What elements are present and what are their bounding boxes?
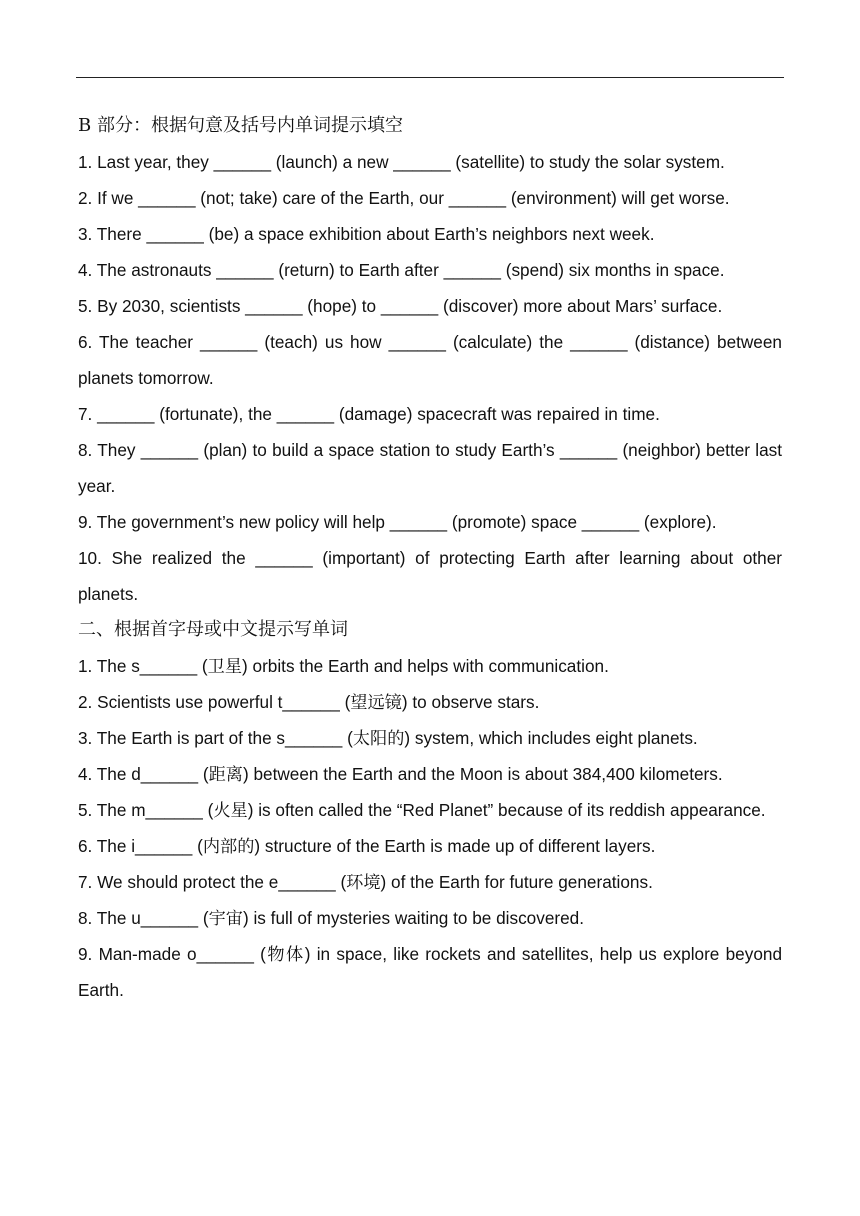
section-b-item-8: 8. They ______ (plan) to build a space station to study Earth’s ______ (neighbor) better last year. [78, 440, 782, 496]
section-2-item-7: 7. We should protect the e______ (环境) of the Earth for future generations. [78, 872, 653, 892]
section-b-item-10: 10. She realized the ______ (important) of protecting Earth after learning about other planets. [78, 548, 782, 604]
section-b-item-5: 5. By 2030, scientists ______ (hope) to ______ (discover) more about Mars’ surface. [78, 296, 723, 316]
section-b-item-3: 3. There ______ (be) a space exhibition about Earth’s neighbors next week. [78, 224, 655, 244]
section-2-item-6: 6. The i______ (内部的) structure of the Earth is made up of different layers. [78, 836, 656, 856]
section-2-item-9: 9. Man-made o______ (物体) in space, like rockets and satellites, help us explore beyond Earth. [78, 944, 782, 1000]
header-rule [76, 77, 784, 78]
section-2-item-3: 3. The Earth is part of the s______ (太阳的) system, which includes eight planets. [78, 728, 698, 748]
section-b-item-2: 2. If we ______ (not; take) care of the Earth, our ______ (environment) will get worse. [78, 188, 730, 208]
section-b-item-6: 6. The teacher ______ (teach) us how ______ (calculate) the ______ (distance) between planets tomorrow. [78, 332, 782, 388]
section-2-item-5: 5. The m______ (火星) is often called the “Red Planet” because of its reddish appearance. [78, 800, 766, 820]
worksheet-body [78, 108, 782, 1008]
section-b-item-9: 9. The government’s new policy will help ______ (promote) space ______ (explore). [78, 512, 717, 532]
section-b-item-4: 4. The astronauts ______ (return) to Earth after ______ (spend) six months in space. [78, 260, 725, 280]
section-2-item-2: 2. Scientists use powerful t______ (望远镜) to observe stars. [78, 692, 540, 712]
section-2-heading: 二、根据首字母或中文提示写单词 [78, 619, 348, 640]
section-2-item-8: 8. The u______ (宇宙) is full of mysteries waiting to be discovered. [78, 908, 584, 928]
section-b-item-7: 7. ______ (fortunate), the ______ (damage) spacecraft was repaired in time. [78, 404, 660, 424]
section-b-item-1: 1. Last year, they ______ (launch) a new ______ (satellite) to study the solar system. [78, 152, 725, 172]
section-2-item-4: 4. The d______ (距离) between the Earth and the Moon is about 384,400 kilometers. [78, 764, 723, 784]
section-b-heading: B 部分：根据句意及括号内单词提示填空 [78, 115, 403, 136]
section-2-item-1: 1. The s______ (卫星) orbits the Earth and helps with communication. [78, 656, 609, 676]
